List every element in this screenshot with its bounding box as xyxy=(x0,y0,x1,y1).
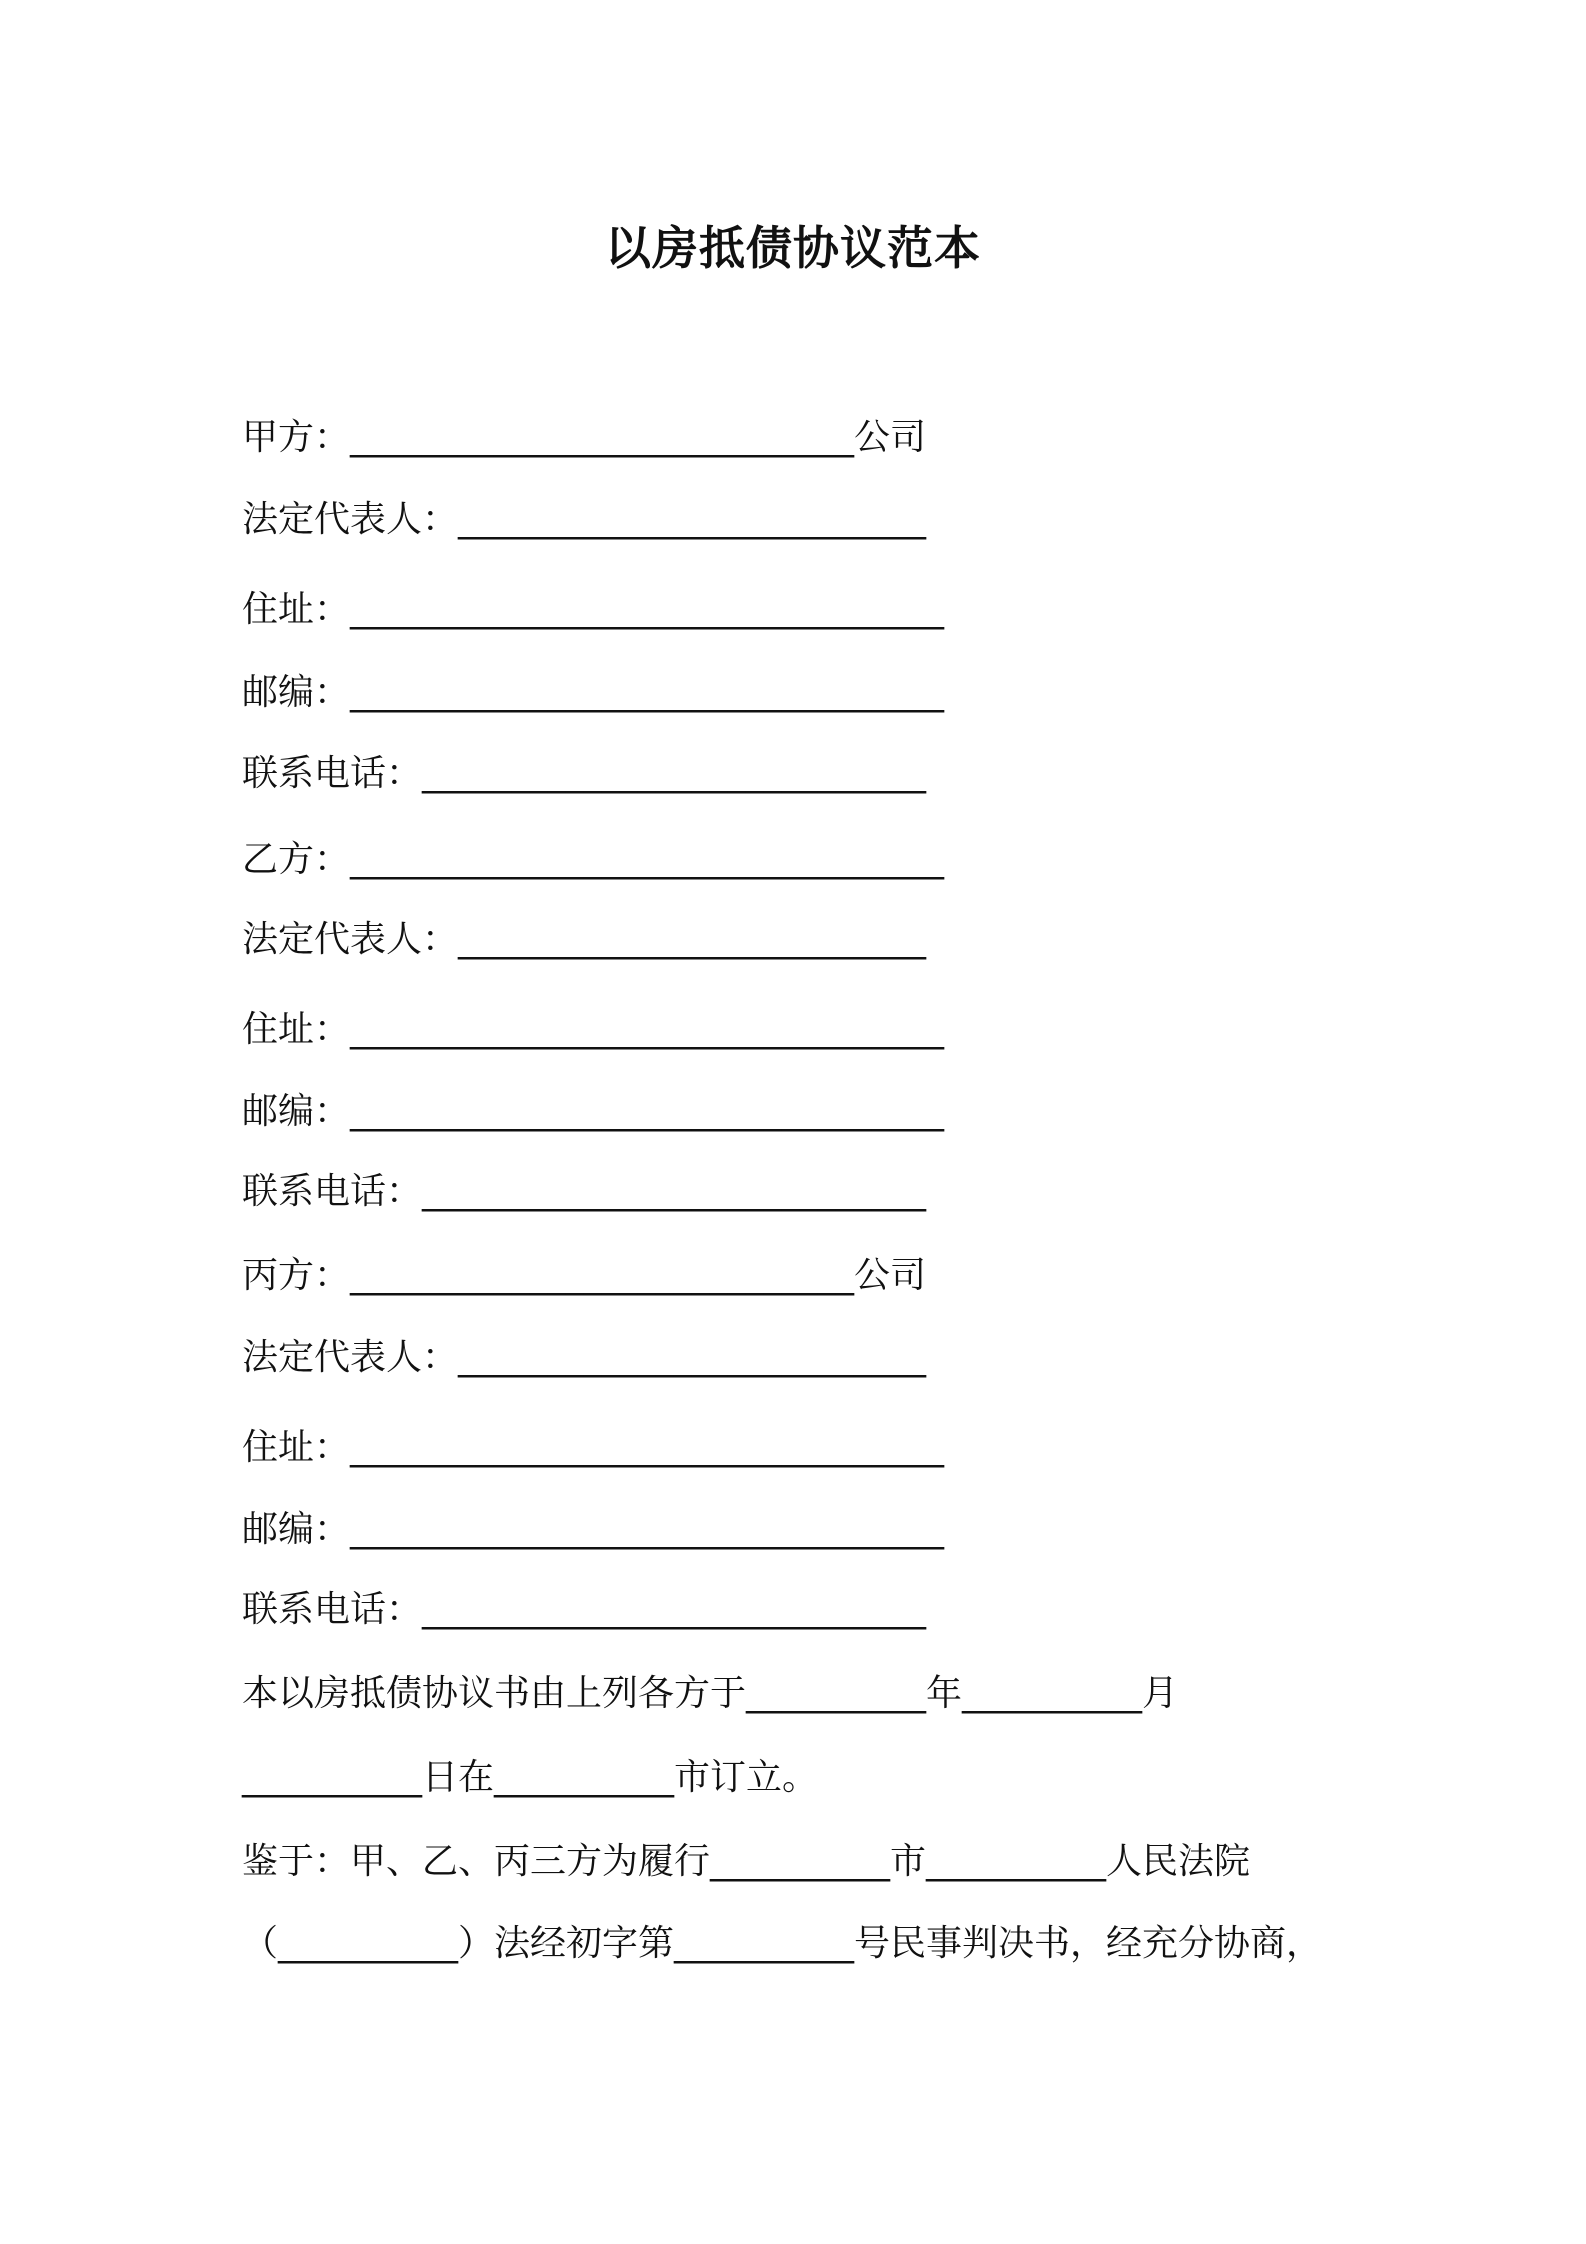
party-a-address-line: 住址：_________________________________ xyxy=(242,589,945,630)
party-c-phone-line: 联系电话：____________________________ xyxy=(242,1589,927,1630)
party-a-postcode-line: 邮编：_________________________________ xyxy=(242,672,945,713)
party-c-line: 丙方：____________________________公司 xyxy=(242,1255,927,1296)
party-a-line: 甲方：____________________________公司 xyxy=(242,417,927,458)
party-c-address-line: 住址：_________________________________ xyxy=(242,1427,945,1468)
party-c-postcode-line: 邮编：_________________________________ xyxy=(242,1509,945,1550)
party-b-phone-line: 联系电话：____________________________ xyxy=(242,1171,927,1212)
recital-line-1: 鉴于：甲、乙、丙三方为履行__________市__________人民法院 xyxy=(242,1841,1251,1882)
agreement-date-line: 本以房抵债协议书由上列各方于__________年__________月 xyxy=(242,1673,1179,1714)
party-b-address-line: 住址：_________________________________ xyxy=(242,1009,945,1050)
recital-line-2: （__________）法经初字第__________号民事判决书，经充分协商， xyxy=(242,1923,1323,1964)
party-b-legal-rep-line: 法定代表人：__________________________ xyxy=(242,919,927,960)
party-a-phone-line: 联系电话：____________________________ xyxy=(242,753,927,794)
party-c-legal-rep-line: 法定代表人：__________________________ xyxy=(242,1337,927,1378)
document-title: 以房抵债协议范本 xyxy=(605,221,981,275)
party-b-line: 乙方：_________________________________ xyxy=(242,839,945,880)
party-a-legal-rep-line: 法定代表人：__________________________ xyxy=(242,499,927,540)
agreement-place-line: __________日在__________市订立。 xyxy=(242,1757,819,1798)
party-b-postcode-line: 邮编：_________________________________ xyxy=(242,1091,945,1132)
